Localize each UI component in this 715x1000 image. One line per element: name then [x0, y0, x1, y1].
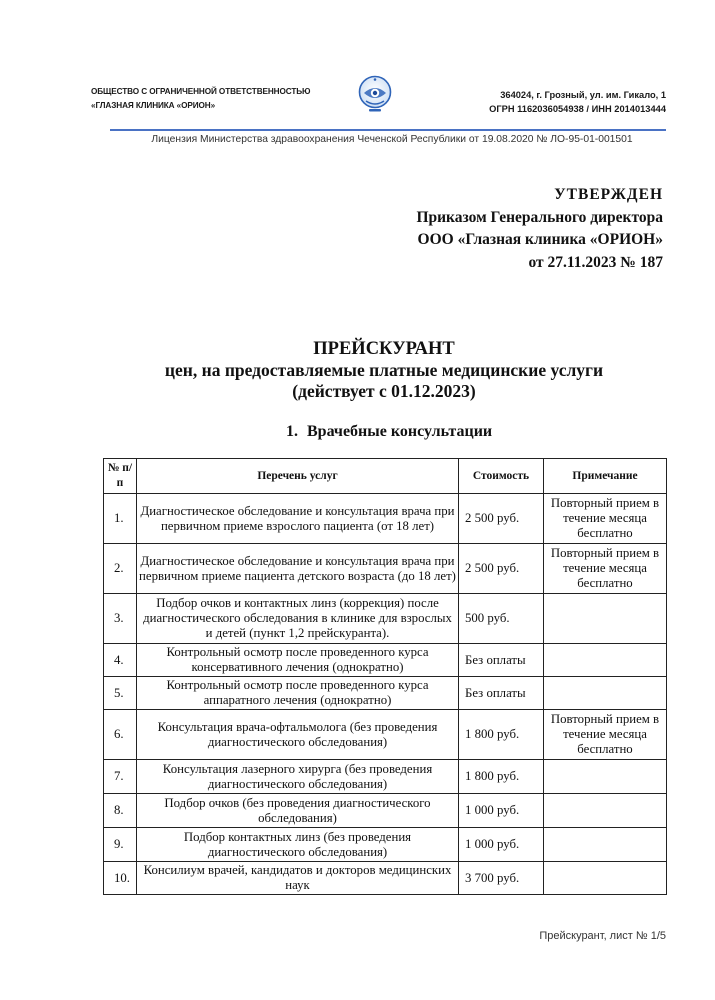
row-num: 1.	[104, 494, 137, 544]
approval-line2: Приказом Генерального директора	[416, 208, 663, 226]
header-num: № п/п	[104, 459, 137, 494]
row-service: Консультация лазерного хирурга (без проведения диагностического обследования)	[137, 760, 459, 794]
row-num: 5.	[104, 677, 137, 710]
section-heading	[286, 423, 492, 441]
price-table	[103, 458, 667, 895]
org-name-line2: «ГЛАЗНАЯ КЛИНИКА «ОРИОН»	[91, 101, 216, 110]
org-address: 364024, г. Грозный, ул. им. Гикало, 1	[500, 90, 666, 100]
row-num: 9.	[104, 828, 137, 862]
row-service: Подбор контактных линз (без проведения диагностического обследования)	[137, 828, 459, 862]
table-header-row	[104, 459, 667, 494]
table-row	[104, 862, 667, 895]
row-cost: 3 700 руб.	[459, 862, 544, 895]
row-cost: 2 500 руб.	[459, 544, 544, 594]
row-service: Консилиум врачей, кандидатов и докторов медицинских наук	[137, 862, 459, 895]
row-num: 10.	[104, 862, 137, 895]
row-note	[544, 828, 667, 862]
title-line2: цен, на предоставляемые платные медицинские услуги	[164, 360, 604, 380]
row-service: Подбор очков (без проведения диагностического обследования)	[137, 794, 459, 828]
row-cost: 1 000 руб.	[459, 828, 544, 862]
row-num: 2.	[104, 544, 137, 594]
org-contacts	[489, 88, 666, 116]
table-row	[104, 794, 667, 828]
row-service: Консультация врача-офтальмолога (без проведения диагностического обследования)	[137, 710, 459, 760]
row-note	[544, 794, 667, 828]
license-line: Лицензия Министерства здравоохранения Чеченской Республики от 19.08.2020 № ЛО-95-01-001501	[151, 134, 633, 145]
row-service: Диагностическое обследование и консультация врача при первичном приеме взрослого пациента (от 18 лет)	[137, 494, 459, 544]
org-name	[91, 85, 310, 113]
row-num: 8.	[104, 794, 137, 828]
section-name: Врачебные консультации	[307, 423, 493, 440]
row-cost: 1 800 руб.	[459, 760, 544, 794]
table-row	[104, 828, 667, 862]
row-note: Повторный прием в течение месяца бесплатно	[544, 710, 667, 760]
row-num: 6.	[104, 710, 137, 760]
row-cost: Без оплаты	[459, 644, 544, 677]
row-service: Подбор очков и контактных линз (коррекция) после диагностического обследования в клинике для взрослых и детей (пункт 1,2 прейскуранта).	[137, 594, 459, 644]
section-number: 1.	[286, 423, 298, 440]
org-name-line1: ОБЩЕСТВО С ОГРАНИЧЕННОЙ ОТВЕТСТВЕННОСТЬЮ	[91, 87, 311, 96]
row-num: 4.	[104, 644, 137, 677]
row-note	[544, 677, 667, 710]
row-note: Повторный прием в течение месяца бесплатно	[544, 544, 667, 594]
row-note	[544, 644, 667, 677]
row-service: Контрольный осмотр после проведенного курса консервативного лечения (однократно)	[137, 644, 459, 677]
row-cost: Без оплаты	[459, 677, 544, 710]
row-num: 3.	[104, 594, 137, 644]
header-cost: Стоимость	[459, 459, 544, 494]
table-row	[104, 544, 667, 594]
approval-line3: ООО «Глазная клиника «ОРИОН»	[417, 231, 663, 248]
row-note	[544, 862, 667, 895]
approval-line4: от 27.11.2023 № 187	[528, 253, 663, 271]
row-note	[544, 760, 667, 794]
row-cost: 1 000 руб.	[459, 794, 544, 828]
row-service: Диагностическое обследование и консультация врача при первичном приеме пациента детского возраста (до 18 лет)	[137, 544, 459, 594]
header-service: Перечень услуг	[137, 459, 459, 494]
table-row	[104, 494, 667, 544]
row-cost: 500 руб.	[459, 594, 544, 644]
approval-block	[416, 184, 663, 274]
clinic-logo-icon	[357, 74, 393, 114]
table-row	[104, 677, 667, 710]
row-cost: 1 800 руб.	[459, 710, 544, 760]
row-note: Повторный прием в течение месяца бесплатно	[544, 494, 667, 544]
title-main: ПРЕЙСКУРАНТ	[313, 339, 455, 359]
header-divider	[110, 129, 666, 131]
table-row	[104, 594, 667, 644]
row-cost: 2 500 руб.	[459, 494, 544, 544]
document-title	[0, 339, 715, 402]
approval-line1: УТВЕРЖДЕН	[554, 186, 663, 203]
row-service: Контрольный осмотр после проведенного курса аппаратного лечения (однократно)	[137, 677, 459, 710]
row-note	[544, 594, 667, 644]
table-row	[104, 644, 667, 677]
header-note: Примечание	[544, 459, 667, 494]
org-ogrn-inn: ОГРН 1162036054938 / ИНН 2014013444	[489, 104, 666, 114]
page-number: Прейскурант, лист № 1/5	[539, 930, 666, 942]
title-line3: (действует с 01.12.2023)	[292, 381, 476, 401]
table-row	[104, 710, 667, 760]
row-num: 7.	[104, 760, 137, 794]
table-row	[104, 760, 667, 794]
